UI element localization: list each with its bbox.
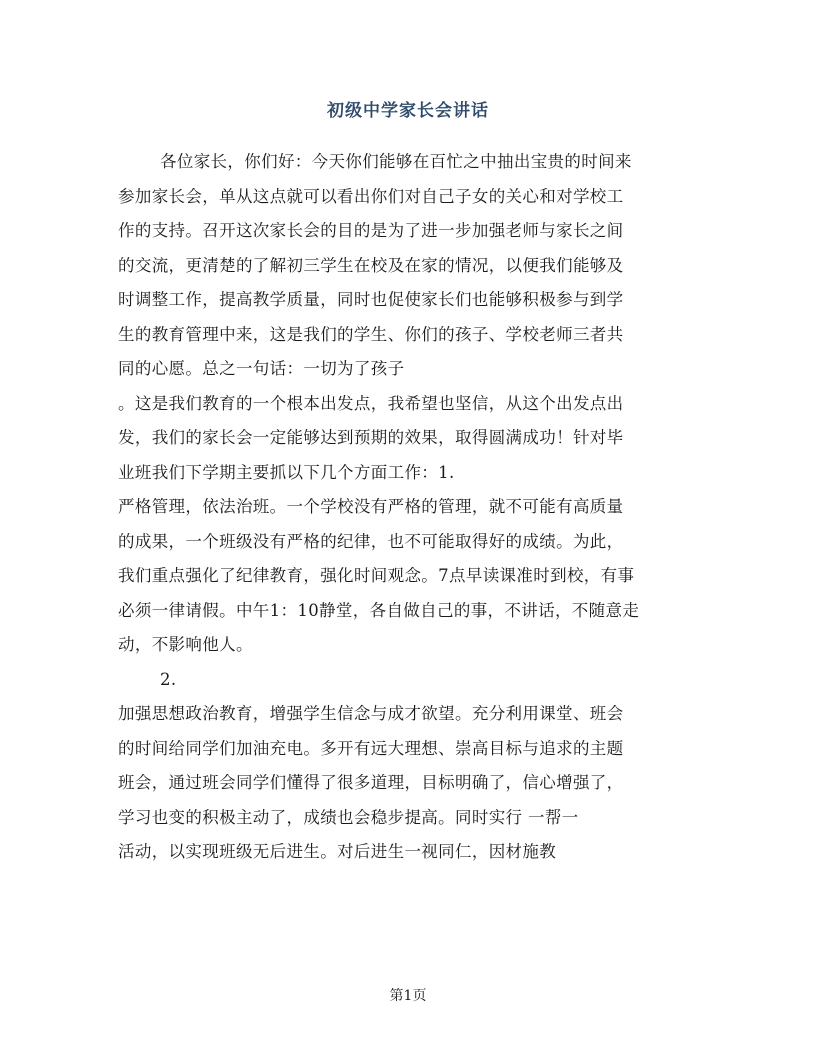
paragraph-line: 发，我们的家长会一定能够达到预期的效果，取得圆满成功！针对毕 xyxy=(118,428,624,447)
paragraph-line: 必须一律请假。中午1：10静堂，各自做自己的事，不讲话，不随意走 xyxy=(118,600,640,620)
paragraph-line: 业班我们下学期主要抓以下几个方面工作：1. xyxy=(118,462,455,482)
paragraph-line: 严格管理，依法治班。一个学校没有严格的管理，就不可能有高质量 xyxy=(118,497,624,516)
paragraph-line: 加强思想政治教育，增强学生信念与成才欲望。充分利用课堂、班会 xyxy=(118,704,624,723)
paragraph-line: 班会，通过班会同学们懂得了很多道理，目标明确了，信心增强了， xyxy=(118,773,624,792)
paragraph-line: 我们重点强化了纪律教育，强化时间观念。7点早读课准时到校，有事 xyxy=(118,566,635,585)
paragraph-line: 参加家长会，单从这点就可以看出你们对自己子女的关心和对学校工 xyxy=(118,186,624,206)
page-number: 第1页 xyxy=(389,988,427,1004)
paragraph-line: 学习也变的积极主动了，成绩也会稳步提高。同时实行 一帮一 xyxy=(118,807,579,827)
paragraph-line: 生的教育管理中来，这是我们的学生、你们的孩子、学校老师三者共 xyxy=(118,324,624,344)
paragraph-line: 各位家长，你们好：今天你们能够在百忙之中抽出宝贵的时间来 xyxy=(160,152,632,171)
paragraph-line: 。这是我们教育的一个根本出发点，我希望也坚信，从这个出发点出 xyxy=(118,393,624,413)
paragraph-line: 作的支持。召开这次家长会的目的是为了进一步加强老师与家长之间 xyxy=(118,221,624,240)
document-title: 初级中学家长会讲话 xyxy=(327,101,489,121)
paragraph-line: 动，不影响他人。 xyxy=(118,635,253,654)
document-body xyxy=(118,145,708,870)
list-number: 2. xyxy=(160,669,177,689)
paragraph-line: 的时间给同学们加油充电。多开有远大理想、崇高目标与追求的主题 xyxy=(118,738,624,758)
paragraph-line: 的交流，更清楚的了解初三学生在校及在家的情况，以便我们能够及 xyxy=(118,255,624,275)
paragraph-line: 的成果，一个班级没有严格的纪律，也不可能取得好的成绩。为此， xyxy=(118,531,624,551)
paragraph-line: 时调整工作，提高教学质量，同时也促使家长们也能够积极参与到学 xyxy=(118,290,624,309)
paragraph-line: 活动，以实现班级无后进生。对后进生一视同仁，因材施教 xyxy=(118,842,557,861)
paragraph-line: 同的心愿。总之一句话：一切为了孩子 xyxy=(118,359,405,378)
